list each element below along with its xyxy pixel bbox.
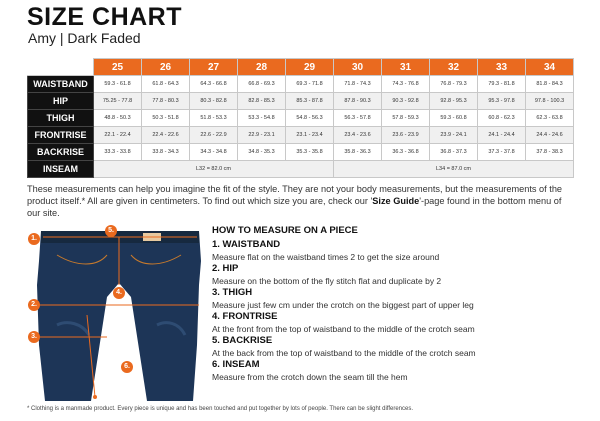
table-cell: 23.1 - 23.4 <box>286 127 334 144</box>
table-cell: 87.8 - 90.3 <box>334 93 382 110</box>
size-header: 33 <box>478 59 526 76</box>
table-cell: 24.4 - 24.6 <box>526 127 574 144</box>
intro-tail: '-page found in the bottom menu of our site. <box>27 196 562 218</box>
intro-text: These measurements can help you imagine the fit of the style. They are not your body measurements, but the measurements of the product itself.* All are given in centimeters. To find out which size you are, check our ' <box>27 184 563 206</box>
table-cell: 23.6 - 23.9 <box>382 127 430 144</box>
step-title: 4. FRONTRISE <box>212 311 278 322</box>
step-frontrise <box>212 311 577 335</box>
product-subtitle: Amy | Dark Faded <box>28 30 141 46</box>
marker-hip: 2. <box>28 299 40 311</box>
table-cell: 97.8 - 100.3 <box>526 93 574 110</box>
size-header: 34 <box>526 59 574 76</box>
row-label: THIGH <box>28 110 94 127</box>
size-header: 26 <box>142 59 190 76</box>
footnote: * Clothing is a manmade product. Every piece is unique and has been touched and put together by lots of people. There can be slight differences. <box>27 406 414 412</box>
table-cell: 23.4 - 23.6 <box>334 127 382 144</box>
table-cell: 22.6 - 22.9 <box>190 127 238 144</box>
step-thigh <box>212 287 577 311</box>
table-cell: 71.8 - 74.3 <box>334 76 382 93</box>
table-cell: 22.4 - 22.6 <box>142 127 190 144</box>
table-row <box>28 93 574 110</box>
marker-backrise: 5. <box>105 225 117 237</box>
table-cell: 35.8 - 36.3 <box>334 144 382 161</box>
step-title: 3. THIGH <box>212 287 253 298</box>
row-label: FRONTRISE <box>28 127 94 144</box>
inseam-l34: L34 = 87.0 cm <box>334 161 574 178</box>
row-label: BACKRISE <box>28 144 94 161</box>
table-cell: 24.1 - 24.4 <box>478 127 526 144</box>
size-header: 25 <box>94 59 142 76</box>
table-cell: 69.3 - 71.8 <box>286 76 334 93</box>
table-cell: 79.3 - 81.8 <box>478 76 526 93</box>
marker-inseam: 6. <box>121 361 133 373</box>
step-desc: At the front from the top of waistband to the middle of the crotch seam <box>212 324 475 334</box>
table-cell: 75.25 - 77.8 <box>94 93 142 110</box>
table-row <box>28 127 574 144</box>
table-row <box>28 76 574 93</box>
size-header: 30 <box>334 59 382 76</box>
size-header: 28 <box>238 59 286 76</box>
table-cell: 64.3 - 66.8 <box>190 76 238 93</box>
table-cell: 22.1 - 22.4 <box>94 127 142 144</box>
table-body <box>28 76 574 178</box>
step-desc: Measure just few cm under the crotch on the biggest part of upper leg <box>212 300 474 310</box>
step-desc: Measure flat on the waistband times 2 to get the size around <box>212 252 440 262</box>
table-cell: 34.3 - 34.8 <box>190 144 238 161</box>
size-header: 29 <box>286 59 334 76</box>
step-desc: At the back from the top of waistband to the middle of the crotch seam <box>212 348 476 358</box>
table-cell: 59.3 - 61.8 <box>94 76 142 93</box>
step-hip <box>212 263 577 287</box>
table-cell: 48.8 - 50.3 <box>94 110 142 127</box>
table-cell: 36.8 - 37.3 <box>430 144 478 161</box>
table-cell: 82.8 - 85.3 <box>238 93 286 110</box>
size-guide-link[interactable]: Size Guide <box>372 196 420 206</box>
table-cell: 74.3 - 76.8 <box>382 76 430 93</box>
table-cell: 33.8 - 34.3 <box>142 144 190 161</box>
how-to-title: HOW TO MEASURE ON A PIECE <box>212 225 358 236</box>
table-cell: 85.3 - 87.8 <box>286 93 334 110</box>
table-cell: 22.9 - 23.1 <box>238 127 286 144</box>
step-waistband <box>212 239 577 263</box>
step-desc: Measure on the bottom of the fly stitch flat and duplicate by 2 <box>212 276 442 286</box>
marker-thigh: 3. <box>28 331 40 343</box>
table-cell: 61.8 - 64.3 <box>142 76 190 93</box>
inseam-l32: L32 = 82.0 cm <box>94 161 334 178</box>
table-cell: 66.8 - 69.3 <box>238 76 286 93</box>
page-title: SIZE CHART <box>27 3 182 31</box>
marker-frontrise: 4. <box>113 287 125 299</box>
step-inseam <box>212 359 577 383</box>
table-cell: 34.8 - 35.3 <box>238 144 286 161</box>
table-cell: 80.3 - 82.8 <box>190 93 238 110</box>
size-header: 27 <box>190 59 238 76</box>
table-cell: 95.3 - 97.8 <box>478 93 526 110</box>
row-label: HIP <box>28 93 94 110</box>
size-header: 32 <box>430 59 478 76</box>
table-cell: 90.3 - 92.8 <box>382 93 430 110</box>
step-desc: Measure from the crotch down the seam till the hem <box>212 372 408 382</box>
table-cell: 76.8 - 79.3 <box>430 76 478 93</box>
table-cell: 92.8 - 95.3 <box>430 93 478 110</box>
table-cell: 50.3 - 51.8 <box>142 110 190 127</box>
table-cell: 54.8 - 56.3 <box>286 110 334 127</box>
size-table <box>27 58 574 178</box>
table-cell: 23.9 - 24.1 <box>430 127 478 144</box>
table-cell: 57.8 - 59.3 <box>382 110 430 127</box>
step-title: 1. WAISTBAND <box>212 239 281 250</box>
table-cell: 59.3 - 60.8 <box>430 110 478 127</box>
table-corner <box>28 59 94 76</box>
table-cell: 37.3 - 37.8 <box>478 144 526 161</box>
step-title: 6. INSEAM <box>212 359 260 370</box>
table-cell: 33.3 - 33.8 <box>94 144 142 161</box>
table-cell: 51.8 - 53.3 <box>190 110 238 127</box>
row-label: INSEAM <box>28 161 94 178</box>
step-backrise <box>212 335 577 359</box>
table-cell: 53.3 - 54.8 <box>238 110 286 127</box>
marker-waistband: 1. <box>28 233 40 245</box>
jeans-diagram <box>27 225 207 405</box>
inseam-row <box>28 161 574 178</box>
table-cell: 62.3 - 63.8 <box>526 110 574 127</box>
row-label: WAISTBAND <box>28 76 94 93</box>
table-cell: 56.3 - 57.8 <box>334 110 382 127</box>
step-title: 5. BACKRISE <box>212 335 273 346</box>
jeans-illustration <box>27 225 207 405</box>
table-row <box>28 110 574 127</box>
size-header-row <box>28 59 574 76</box>
table-cell: 77.8 - 80.3 <box>142 93 190 110</box>
table-cell: 60.8 - 62.3 <box>478 110 526 127</box>
table-cell: 36.3 - 36.8 <box>382 144 430 161</box>
table-cell: 37.8 - 38.3 <box>526 144 574 161</box>
table-cell: 35.3 - 35.8 <box>286 144 334 161</box>
how-to-measure <box>212 225 577 383</box>
intro-paragraph <box>27 183 577 219</box>
step-title: 2. HIP <box>212 263 239 274</box>
table-row <box>28 144 574 161</box>
size-header: 31 <box>382 59 430 76</box>
table-cell: 81.8 - 84.3 <box>526 76 574 93</box>
